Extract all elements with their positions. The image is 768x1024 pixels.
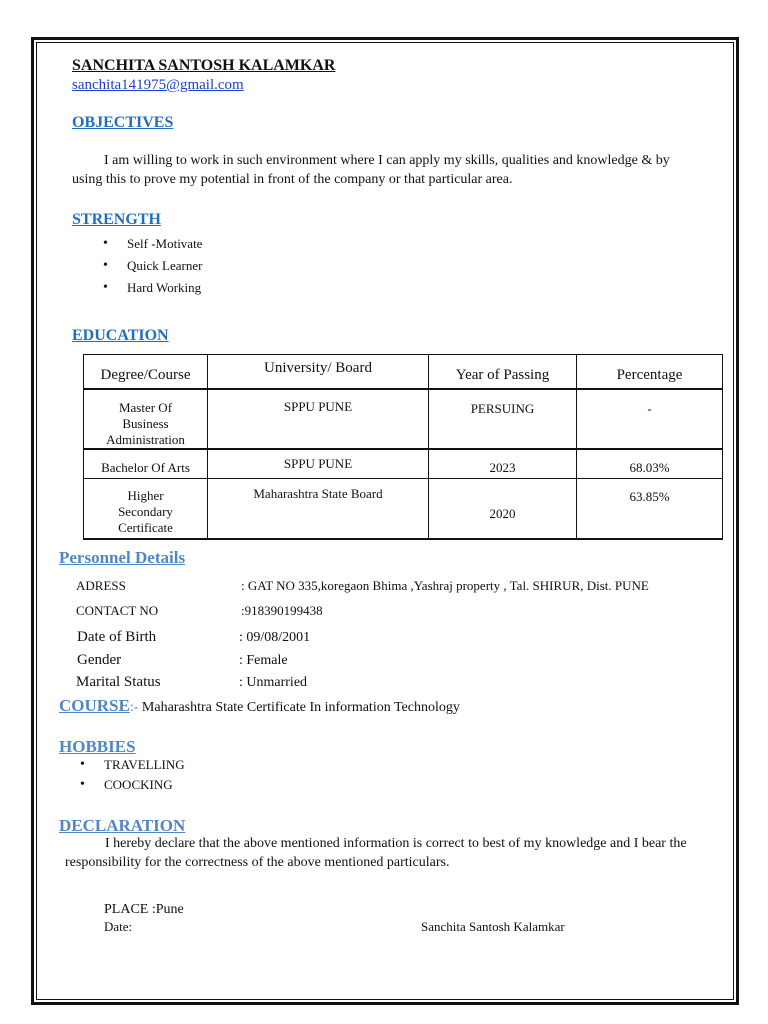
candidate-name: SANCHITA SANTOSH KALAMKAR <box>72 57 336 74</box>
table-cell: Master Of Business Administration <box>84 389 208 449</box>
hobbies-list <box>80 755 185 795</box>
marital-value: : Unmarried <box>239 675 308 690</box>
table-cell: SPPU PUNE <box>208 389 429 449</box>
list-item: • COOCKING <box>80 775 185 795</box>
table-row <box>84 389 723 449</box>
education-table <box>83 354 723 540</box>
table-cell: Bachelor Of Arts <box>84 449 208 479</box>
table-header-row <box>84 355 723 389</box>
table-cell: PERSUING <box>429 389 577 449</box>
column-header: Degree/Course <box>84 355 208 389</box>
table-cell: 2023 <box>429 449 577 479</box>
table-cell: 68.03% <box>577 449 723 479</box>
strength-list <box>103 233 202 299</box>
personal-details-heading: Personnel Details <box>59 548 186 567</box>
table-row <box>84 449 723 479</box>
contact-value: :918390199438 <box>241 603 323 618</box>
email-link[interactable]: sanchita141975@gmail.com <box>72 77 244 93</box>
address-value: : GAT NO 335,koregaon Bhima ,Yashraj property , Tal. SHIRUR, Dist. PUNE <box>241 578 649 593</box>
course-separator: :- <box>129 700 139 715</box>
list-item: • Self -Motivate <box>103 233 202 255</box>
course-heading: COURSE <box>59 696 130 715</box>
table-row <box>84 479 723 539</box>
objectives-text: I am willing to work in such environment where I can apply my skills, qualities and knowledge & by using this to prove my potential in front of the company or that particular area. <box>72 153 670 187</box>
table-cell: Higher Secondary Certificate <box>84 479 208 539</box>
column-header: Year of Passing <box>429 355 577 389</box>
marital-label: Marital Status <box>76 674 161 690</box>
address-label: ADRESS <box>76 578 126 593</box>
hobbies-heading: HOBBIES <box>59 737 136 756</box>
place-text: PLACE :Pune <box>104 902 184 917</box>
gender-label: Gender <box>77 652 122 668</box>
column-header: Percentage <box>577 355 723 389</box>
education-heading: EDUCATION <box>72 327 169 344</box>
table-cell: 63.85% <box>577 479 723 539</box>
list-item: • TRAVELLING <box>80 755 185 775</box>
table-cell: Maharashtra State Board <box>208 479 429 539</box>
list-item: • Hard Working <box>103 277 202 299</box>
declaration-heading: DECLARATION <box>59 816 186 835</box>
table-cell: 2020 <box>429 479 577 539</box>
strength-heading: STRENGTH <box>72 211 161 228</box>
objectives-heading: OBJECTIVES <box>72 114 174 131</box>
dob-label: Date of Birth <box>77 629 157 645</box>
declaration-text: I hereby declare that the above mentioned information is correct to best of my knowledge and I bear the responsibility for the correctness of the above mentioned particulars. <box>65 836 687 870</box>
gender-value: : Female <box>239 653 288 668</box>
dob-value: : 09/08/2001 <box>239 630 311 645</box>
date-text: Date: <box>104 919 133 934</box>
table-cell: - <box>577 389 723 449</box>
signature-name: Sanchita Santosh Kalamkar <box>421 919 565 934</box>
course-text: Maharashtra State Certificate In information Technology <box>141 700 460 715</box>
column-header: University/ Board <box>208 355 429 389</box>
course-line <box>59 696 460 716</box>
table-cell: SPPU PUNE <box>208 449 429 479</box>
list-item: • Quick Learner <box>103 255 202 277</box>
contact-label: CONTACT NO <box>76 603 159 618</box>
